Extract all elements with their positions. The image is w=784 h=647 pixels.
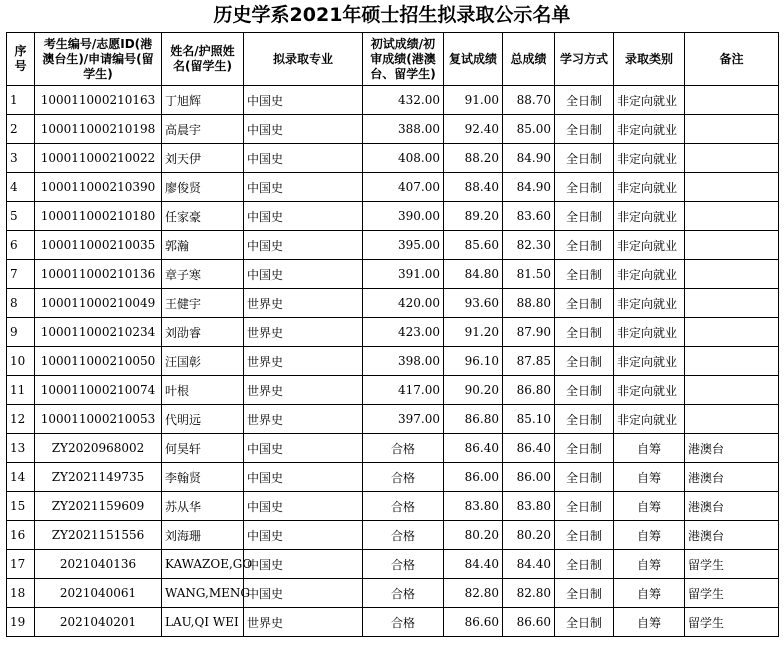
table-row — [7, 434, 779, 463]
cell-index: 19 — [7, 608, 35, 637]
cell-total-score: 85.00 — [503, 115, 555, 144]
cell-remark: 港澳台 — [685, 521, 779, 550]
cell-index: 11 — [7, 376, 35, 405]
cell-total-score: 81.50 — [503, 260, 555, 289]
cell-name: KAWAZOE,GO — [162, 550, 244, 579]
cell-retest-score: 89.20 — [444, 202, 503, 231]
cell-category: 非定向就业 — [614, 289, 685, 318]
cell-index: 13 — [7, 434, 35, 463]
cell-retest-score: 84.40 — [444, 550, 503, 579]
cell-study-mode: 全日制 — [555, 376, 614, 405]
cell-major: 世界史 — [244, 405, 363, 434]
cell-exam-id: 100011000210390 — [35, 173, 162, 202]
cell-major: 中国史 — [244, 521, 363, 550]
cell-index: 14 — [7, 463, 35, 492]
cell-exam-id: 2021040061 — [35, 579, 162, 608]
cell-category: 非定向就业 — [614, 115, 685, 144]
cell-remark: 留学生 — [685, 550, 779, 579]
cell-exam-id: ZY2021151556 — [35, 521, 162, 550]
table-row — [7, 608, 779, 637]
table-row — [7, 492, 779, 521]
cell-index: 18 — [7, 579, 35, 608]
cell-study-mode: 全日制 — [555, 144, 614, 173]
cell-index: 15 — [7, 492, 35, 521]
cell-total-score: 83.60 — [503, 202, 555, 231]
table-row — [7, 115, 779, 144]
cell-initial-score: 合格 — [363, 463, 444, 492]
cell-total-score: 86.80 — [503, 376, 555, 405]
cell-exam-id: 100011000210022 — [35, 144, 162, 173]
cell-name: 任家豪 — [162, 202, 244, 231]
cell-index: 6 — [7, 231, 35, 260]
cell-name: LAU,QI WEI — [162, 608, 244, 637]
cell-remark — [685, 347, 779, 376]
cell-initial-score: 432.00 — [363, 86, 444, 115]
cell-category: 自筹 — [614, 579, 685, 608]
cell-study-mode: 全日制 — [555, 173, 614, 202]
admission-table — [6, 32, 779, 637]
cell-index: 17 — [7, 550, 35, 579]
cell-exam-id: 100011000210136 — [35, 260, 162, 289]
cell-name: 刘天伊 — [162, 144, 244, 173]
cell-initial-score: 395.00 — [363, 231, 444, 260]
cell-major: 中国史 — [244, 231, 363, 260]
cell-major: 中国史 — [244, 260, 363, 289]
cell-exam-id: 100011000210234 — [35, 318, 162, 347]
cell-remark — [685, 405, 779, 434]
table-row — [7, 579, 779, 608]
cell-initial-score: 合格 — [363, 492, 444, 521]
cell-study-mode: 全日制 — [555, 405, 614, 434]
cell-major: 中国史 — [244, 144, 363, 173]
cell-major: 中国史 — [244, 434, 363, 463]
cell-name: 何昊轩 — [162, 434, 244, 463]
cell-total-score: 85.10 — [503, 405, 555, 434]
cell-study-mode: 全日制 — [555, 463, 614, 492]
cell-retest-score: 90.20 — [444, 376, 503, 405]
cell-initial-score: 合格 — [363, 579, 444, 608]
cell-study-mode: 全日制 — [555, 608, 614, 637]
cell-retest-score: 86.80 — [444, 405, 503, 434]
cell-exam-id: ZY2021149735 — [35, 463, 162, 492]
cell-major: 中国史 — [244, 463, 363, 492]
cell-initial-score: 407.00 — [363, 173, 444, 202]
table-row — [7, 173, 779, 202]
cell-category: 非定向就业 — [614, 347, 685, 376]
cell-index: 7 — [7, 260, 35, 289]
cell-total-score: 86.40 — [503, 434, 555, 463]
cell-initial-score: 397.00 — [363, 405, 444, 434]
cell-category: 非定向就业 — [614, 376, 685, 405]
cell-retest-score: 96.10 — [444, 347, 503, 376]
cell-retest-score: 80.20 — [444, 521, 503, 550]
cell-name: WANG,MENG — [162, 579, 244, 608]
cell-study-mode: 全日制 — [555, 492, 614, 521]
cell-name: 丁旭辉 — [162, 86, 244, 115]
cell-major: 中国史 — [244, 492, 363, 521]
table-body — [7, 86, 779, 637]
cell-total-score: 82.80 — [503, 579, 555, 608]
cell-initial-score: 420.00 — [363, 289, 444, 318]
cell-total-score: 88.70 — [503, 86, 555, 115]
cell-study-mode: 全日制 — [555, 579, 614, 608]
cell-remark: 港澳台 — [685, 434, 779, 463]
cell-major: 中国史 — [244, 579, 363, 608]
cell-initial-score: 合格 — [363, 608, 444, 637]
cell-remark: 港澳台 — [685, 492, 779, 521]
cell-remark — [685, 86, 779, 115]
cell-study-mode: 全日制 — [555, 347, 614, 376]
cell-major: 中国史 — [244, 202, 363, 231]
cell-exam-id: 100011000210180 — [35, 202, 162, 231]
header-index: 序号 — [7, 33, 35, 86]
cell-major: 世界史 — [244, 347, 363, 376]
cell-retest-score: 86.60 — [444, 608, 503, 637]
table-row — [7, 289, 779, 318]
cell-category: 非定向就业 — [614, 202, 685, 231]
cell-total-score: 82.30 — [503, 231, 555, 260]
cell-study-mode: 全日制 — [555, 521, 614, 550]
cell-name: 刘劭睿 — [162, 318, 244, 347]
cell-study-mode: 全日制 — [555, 289, 614, 318]
cell-study-mode: 全日制 — [555, 318, 614, 347]
cell-study-mode: 全日制 — [555, 86, 614, 115]
table-row — [7, 347, 779, 376]
cell-study-mode: 全日制 — [555, 115, 614, 144]
cell-initial-score: 388.00 — [363, 115, 444, 144]
cell-exam-id: 100011000210049 — [35, 289, 162, 318]
cell-retest-score: 83.80 — [444, 492, 503, 521]
cell-name: 章子寒 — [162, 260, 244, 289]
cell-total-score: 84.90 — [503, 173, 555, 202]
cell-index: 9 — [7, 318, 35, 347]
cell-index: 4 — [7, 173, 35, 202]
cell-remark — [685, 289, 779, 318]
cell-retest-score: 92.40 — [444, 115, 503, 144]
cell-name: 郭瀚 — [162, 231, 244, 260]
cell-index: 2 — [7, 115, 35, 144]
cell-name: 廖俊贤 — [162, 173, 244, 202]
table-row — [7, 144, 779, 173]
cell-major: 世界史 — [244, 318, 363, 347]
cell-retest-score: 84.80 — [444, 260, 503, 289]
cell-name: 李翰贤 — [162, 463, 244, 492]
cell-retest-score: 86.00 — [444, 463, 503, 492]
cell-major: 世界史 — [244, 376, 363, 405]
cell-remark — [685, 318, 779, 347]
cell-initial-score: 合格 — [363, 550, 444, 579]
cell-study-mode: 全日制 — [555, 434, 614, 463]
cell-total-score: 86.00 — [503, 463, 555, 492]
cell-exam-id: 2021040136 — [35, 550, 162, 579]
cell-retest-score: 91.20 — [444, 318, 503, 347]
cell-index: 8 — [7, 289, 35, 318]
cell-retest-score: 85.60 — [444, 231, 503, 260]
cell-major: 中国史 — [244, 173, 363, 202]
table-row — [7, 318, 779, 347]
cell-initial-score: 408.00 — [363, 144, 444, 173]
header-study-mode: 学习方式 — [555, 33, 614, 86]
cell-initial-score: 423.00 — [363, 318, 444, 347]
cell-retest-score: 82.80 — [444, 579, 503, 608]
cell-study-mode: 全日制 — [555, 231, 614, 260]
cell-remark — [685, 173, 779, 202]
cell-initial-score: 合格 — [363, 521, 444, 550]
header-initial-score: 初试成绩/初审成绩(港澳台、留学生) — [363, 33, 444, 86]
cell-initial-score: 合格 — [363, 434, 444, 463]
cell-exam-id: 2021040201 — [35, 608, 162, 637]
cell-initial-score: 417.00 — [363, 376, 444, 405]
cell-category: 自筹 — [614, 550, 685, 579]
cell-total-score: 87.90 — [503, 318, 555, 347]
cell-major: 世界史 — [244, 608, 363, 637]
cell-remark — [685, 376, 779, 405]
cell-category: 自筹 — [614, 521, 685, 550]
cell-exam-id: ZY2020968002 — [35, 434, 162, 463]
cell-study-mode: 全日制 — [555, 550, 614, 579]
cell-remark: 港澳台 — [685, 463, 779, 492]
cell-name: 代明远 — [162, 405, 244, 434]
cell-category: 非定向就业 — [614, 144, 685, 173]
cell-category: 非定向就业 — [614, 318, 685, 347]
cell-initial-score: 390.00 — [363, 202, 444, 231]
cell-category: 自筹 — [614, 434, 685, 463]
cell-total-score: 84.90 — [503, 144, 555, 173]
cell-name: 叶根 — [162, 376, 244, 405]
cell-exam-id: 100011000210050 — [35, 347, 162, 376]
cell-retest-score: 88.20 — [444, 144, 503, 173]
cell-category: 自筹 — [614, 608, 685, 637]
header-category: 录取类别 — [614, 33, 685, 86]
header-remark: 备注 — [685, 33, 779, 86]
table-row — [7, 521, 779, 550]
cell-index: 3 — [7, 144, 35, 173]
cell-retest-score: 88.40 — [444, 173, 503, 202]
header-total-score: 总成绩 — [503, 33, 555, 86]
cell-name: 王健宇 — [162, 289, 244, 318]
cell-name: 苏从华 — [162, 492, 244, 521]
cell-category: 非定向就业 — [614, 405, 685, 434]
cell-remark — [685, 260, 779, 289]
table-row — [7, 86, 779, 115]
header-retest-score: 复试成绩 — [444, 33, 503, 86]
cell-remark: 留学生 — [685, 579, 779, 608]
cell-exam-id: 100011000210074 — [35, 376, 162, 405]
cell-total-score: 80.20 — [503, 521, 555, 550]
cell-study-mode: 全日制 — [555, 260, 614, 289]
cell-name: 高晨宇 — [162, 115, 244, 144]
table-header-row — [7, 33, 779, 86]
cell-total-score: 84.40 — [503, 550, 555, 579]
cell-remark — [685, 144, 779, 173]
cell-remark: 留学生 — [685, 608, 779, 637]
table-row — [7, 376, 779, 405]
cell-exam-id: 100011000210163 — [35, 86, 162, 115]
cell-category: 非定向就业 — [614, 231, 685, 260]
cell-total-score: 87.85 — [503, 347, 555, 376]
cell-name: 汪国彰 — [162, 347, 244, 376]
table-row — [7, 405, 779, 434]
page-title: 历史学系2021年硕士招生拟录取公示名单 — [213, 4, 571, 26]
cell-remark — [685, 202, 779, 231]
cell-index: 5 — [7, 202, 35, 231]
cell-category: 非定向就业 — [614, 173, 685, 202]
cell-initial-score: 398.00 — [363, 347, 444, 376]
cell-category: 非定向就业 — [614, 86, 685, 115]
table-row — [7, 463, 779, 492]
table-row — [7, 202, 779, 231]
cell-study-mode: 全日制 — [555, 202, 614, 231]
header-major: 拟录取专业 — [244, 33, 363, 86]
cell-major: 中国史 — [244, 550, 363, 579]
cell-index: 12 — [7, 405, 35, 434]
cell-category: 自筹 — [614, 463, 685, 492]
cell-index: 1 — [7, 86, 35, 115]
cell-remark — [685, 231, 779, 260]
table-row — [7, 550, 779, 579]
header-name: 姓名/护照姓名(留学生) — [162, 33, 244, 86]
header-exam-id: 考生编号/志愿ID(港澳台生)/申请编号(留学生) — [35, 33, 162, 86]
cell-major: 中国史 — [244, 86, 363, 115]
cell-exam-id: 100011000210035 — [35, 231, 162, 260]
cell-major: 中国史 — [244, 115, 363, 144]
cell-index: 16 — [7, 521, 35, 550]
cell-category: 自筹 — [614, 492, 685, 521]
cell-retest-score: 93.60 — [444, 289, 503, 318]
cell-exam-id: ZY2021159609 — [35, 492, 162, 521]
cell-remark — [685, 115, 779, 144]
cell-retest-score: 91.00 — [444, 86, 503, 115]
table-row — [7, 231, 779, 260]
cell-retest-score: 86.40 — [444, 434, 503, 463]
cell-initial-score: 391.00 — [363, 260, 444, 289]
cell-category: 非定向就业 — [614, 260, 685, 289]
table-row — [7, 260, 779, 289]
cell-name: 刘海珊 — [162, 521, 244, 550]
cell-exam-id: 100011000210198 — [35, 115, 162, 144]
cell-index: 10 — [7, 347, 35, 376]
cell-major: 世界史 — [244, 289, 363, 318]
cell-exam-id: 100011000210053 — [35, 405, 162, 434]
cell-total-score: 83.80 — [503, 492, 555, 521]
cell-total-score: 88.80 — [503, 289, 555, 318]
cell-total-score: 86.60 — [503, 608, 555, 637]
